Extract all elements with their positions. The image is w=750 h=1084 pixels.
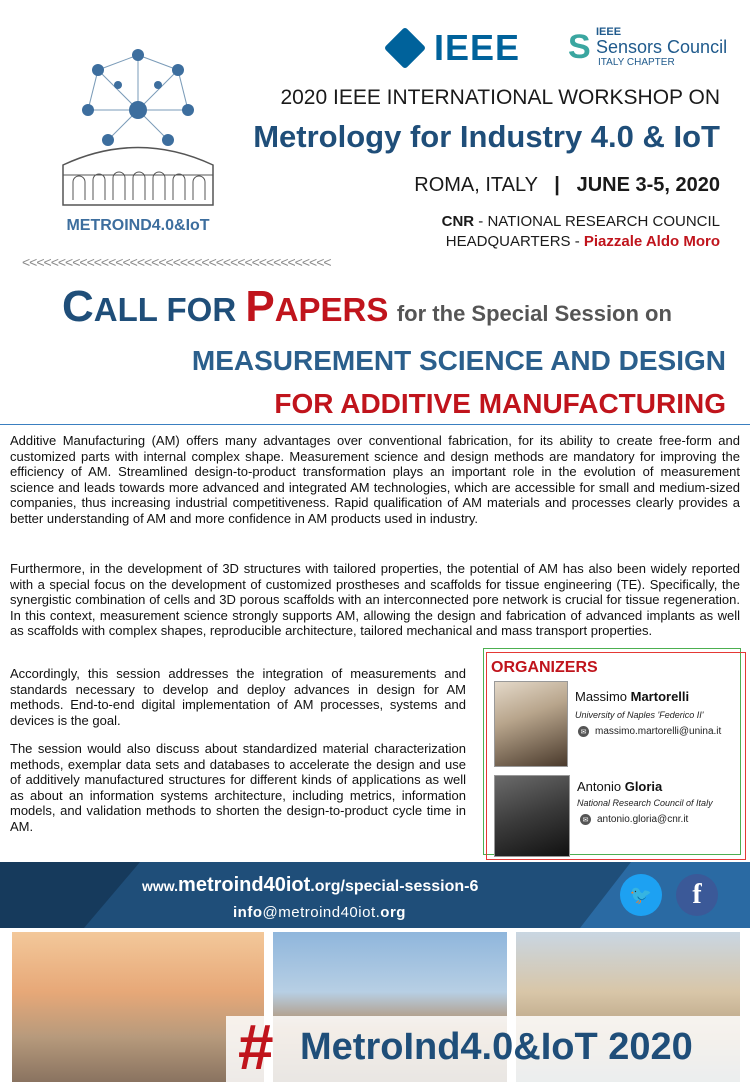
cfp-p: P [245,282,275,331]
info-email-link[interactable] [233,904,406,921]
organizer-1-first: Massimo [575,689,631,704]
sensors-logo-main: Sensors Council [596,37,728,57]
ieee-diamond-icon [384,27,426,69]
organizer-2-first: Antonio [577,779,625,794]
band-stripe-left [0,862,140,928]
location-date [414,174,720,197]
ieee-logo-text: IEEE [434,27,521,68]
workshop-line: 2020 IEEE INTERNATIONAL WORKSHOP ON [280,86,720,109]
organizer-1-affiliation: University of Naples 'Federico II' [575,710,704,720]
sensors-logo-sub: ITALY CHAPTER [598,57,675,68]
organizer-photo-2 [494,775,570,857]
sensors-logo-top: IEEE [596,26,622,38]
organizer-1-name [575,689,689,704]
cfp-apers: APERS [274,291,389,328]
session-title-line1: MEASUREMENT SCIENCE AND DESIGN [191,345,726,376]
email-icon: ✉ [578,726,589,737]
body-paragraph-1: Additive Manufacturing (AM) offers many advantages over conventional fabrication, for its ability to create free-form and customized parts with internal complex shape. Measurement science and design methods are mandatory for improving the efficiency of AM. Streamlined design-to-product transformation plays an important role in the evolution of measurement science and leads towards more advanced and integrated AM technologies, which are accessible for small and medium-sized companies, thus increasing industrial competitiveness. Rapid qualification of AM materials and processes clearly provides a better understanding of AM and more confidence in AM products used in industry. [10,433,740,526]
mail-pre: info [233,904,263,921]
venue-org-rest: - NATIONAL RESEARCH COUNCIL [474,213,720,230]
organizer-1-last: Martorelli [630,689,690,704]
conference-title: Metrology for Industry 4.0 & IoT [253,119,720,154]
body-paragraph-4: The session would also discuss about standardized material characterization methods, exemplar data sets and databases to accelerate the design and use of additively manufactured structures for different kinds of applications as well as about an information systems architecture, including metrics, information models, and validation methods to shorten the design-to-product cycle time in AM. [10,741,466,834]
venue-place: Piazzale Aldo Moro [583,233,720,250]
twitter-icon[interactable]: 🐦 [620,874,662,916]
cfp-all: ALL [93,291,158,328]
organizer-2-last: Gloria [624,779,663,794]
cfp-for: FOR [157,291,246,328]
body-paragraph-2: Furthermore, in the development of 3D structures with tailored properties, the potential of AM has also been widely reported with a special focus on the development of customized prostheses and scaffolds for tissue engineering (TE). Specifically, the synergistic combination of cells and 3D porous scaffolds with an interconnected pore network is crucial for tissue regeneration. In this context, measurement science strongly supports AM, allowing the design and fabrication of advanced implants as well as scaffolds with complex shapes, reproducible architecture, tailored mechanical and mass transport properties. [10,561,740,639]
email-icon: ✉ [580,814,591,825]
hash-symbol: # [238,1011,274,1083]
session-title-line2: FOR ADDITIVE MANUFACTURING [274,388,726,419]
band-stripe-right [580,862,750,928]
cfp-c: C [62,282,94,331]
organizer-2-affiliation: National Research Council of Italy [577,798,713,808]
website-link[interactable] [142,874,478,897]
metroind-logo-text: METROIND4.0&IoT [66,217,210,234]
arrow-divider: <<<<<<<<<<<<<<<<<<<<<<<<<<<<<<<<<<<<<<<<<<< [22,254,331,270]
separator: | [554,174,560,196]
metroind-logo [48,40,228,240]
sensors-council-logo [568,26,728,70]
call-for-papers-heading [62,282,672,332]
venue-hq: HEADQUARTERS - [445,233,584,250]
body-paragraph-3: Accordingly, this session addresses the integration of measurements and standards necessary to develop and deploy advances in design for AM methods. End-to-end digital implementation of AM processes, systems and devices is the goal. [10,666,466,728]
sensors-s-icon: S [568,28,591,66]
hashtag-banner [226,1011,746,1083]
facebook-icon[interactable]: f [676,874,718,916]
url-main: metroind40iot [178,874,311,896]
ieee-logo [386,28,521,68]
organizer-1-email[interactable]: massimo.martorelli@unina.it [595,726,722,737]
mail-post: org [380,904,406,921]
cfp-tail: for the Special Session on [396,301,672,326]
url-pre: www. [142,878,179,894]
venue [442,212,720,252]
organizer-1-email-row[interactable] [578,726,721,737]
organizer-2-name [577,779,662,794]
dates: JUNE 3-5, 2020 [576,174,720,196]
organizer-photo-1 [494,681,568,767]
mail-mid: @metroind40iot. [262,904,381,921]
url-post: .org/special-session-6 [310,878,479,895]
divider-line [0,424,750,425]
organizers-title: ORGANIZERS [491,659,598,676]
organizer-2-email[interactable]: antonio.gloria@cnr.it [597,814,689,825]
city: ROMA, ITALY [414,174,538,196]
venue-org-abbr: CNR [441,213,475,230]
organizer-2-email-row[interactable] [580,814,688,825]
hashtag-text: MetroInd4.0&IoT 2020 [300,1026,693,1068]
